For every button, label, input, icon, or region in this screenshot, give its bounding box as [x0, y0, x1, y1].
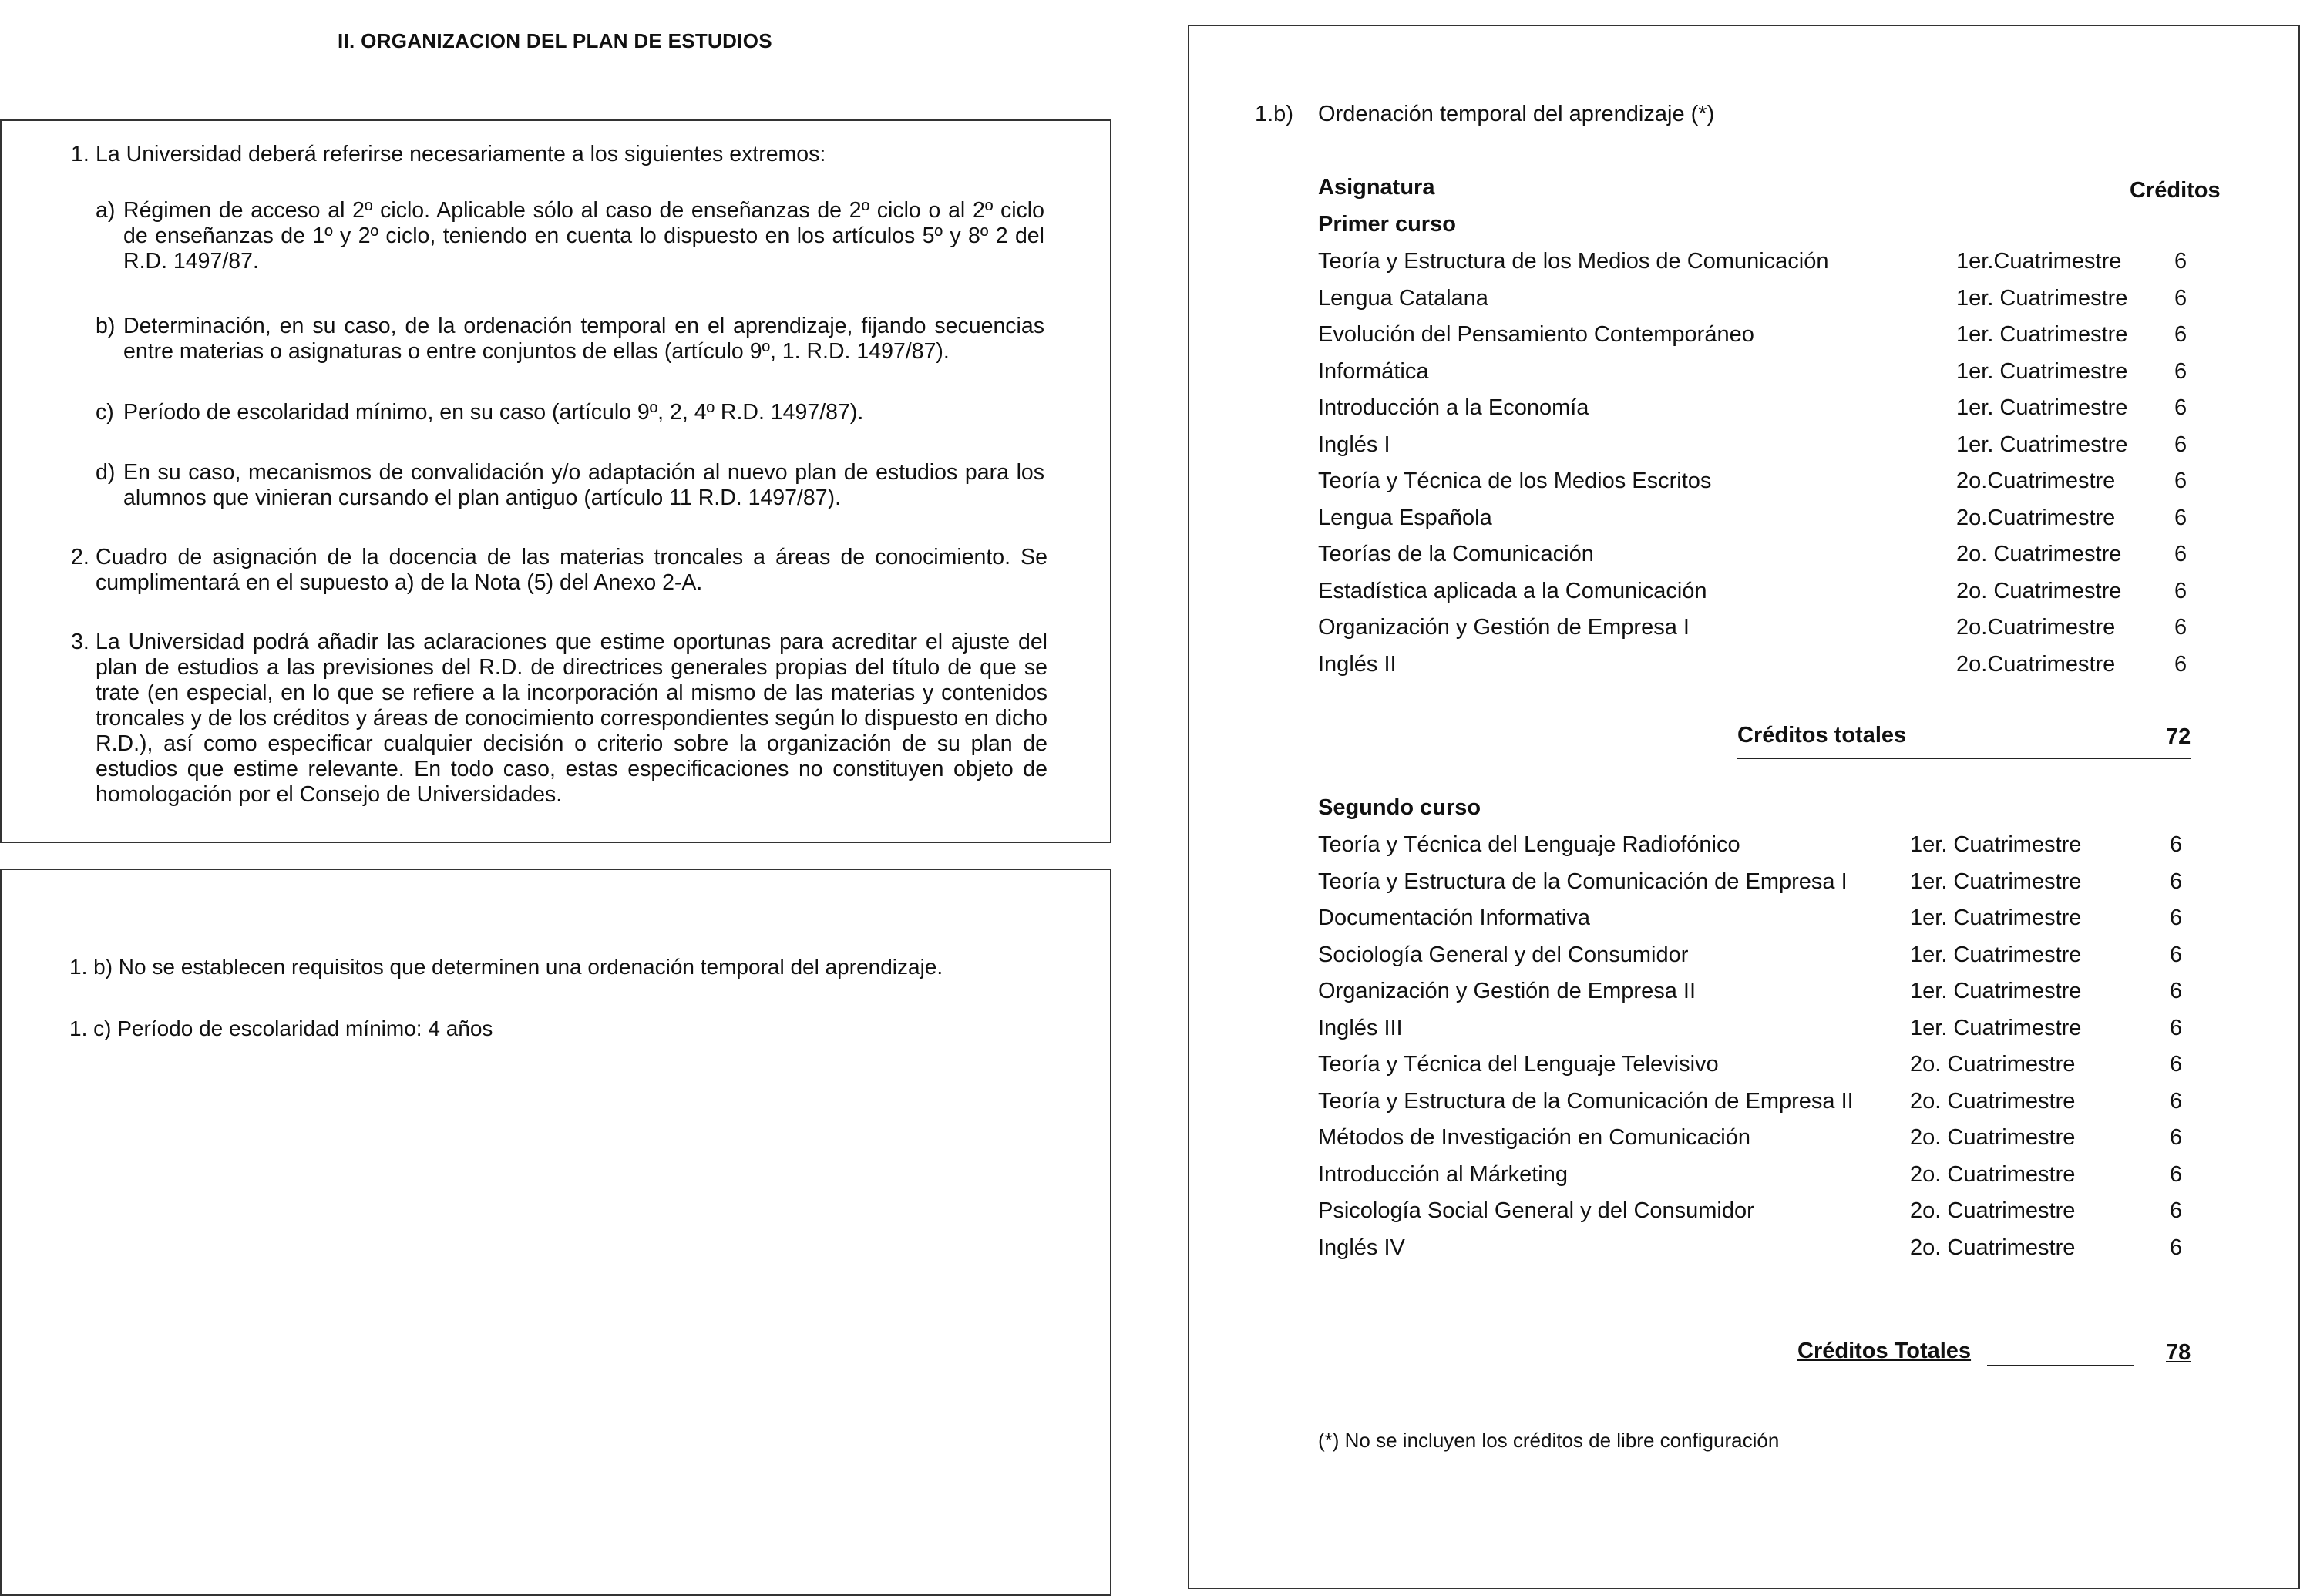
- term-cell: 2o.Cuatrimestre: [1956, 651, 2116, 677]
- credits-cell: 6: [2174, 578, 2187, 603]
- subject-cell: Organización y Gestión de Empresa I: [1318, 615, 1690, 640]
- second-year-heading: Segundo curso: [1318, 795, 1481, 820]
- subject-cell: Teoría y Estructura de la Comunicación de Empresa I: [1318, 869, 1848, 894]
- term-cell: 1er. Cuatrimestre: [1956, 432, 2128, 457]
- subject-cell: Teorías de la Comunicación: [1318, 542, 1594, 566]
- credits-cell: 6: [2174, 651, 2187, 677]
- item-letter: a): [96, 198, 116, 223]
- term-cell: 1er. Cuatrimestre: [1956, 322, 2128, 347]
- credits-cell: 6: [2170, 832, 2183, 857]
- credits-cell: 6: [2174, 285, 2187, 311]
- subject-cell: Lengua Catalana: [1318, 285, 1488, 311]
- credits-cell: 6: [2170, 1015, 2183, 1040]
- item-text: La Universidad podrá añadir las aclaraciones que estime oportunas para acreditar el ajuste del plan de estudios a las previsiones del R.D. de directrices generales propias del título de que se trate (en especial, en lo que se refiere a la incorporación al mismo de las materias y contenidos troncales y de los créditos y áreas de conocimiento correspondientes según lo dispuesto en dicho R.D.), así como especificar cualquier decisión o criterio sobre la organización de su plan de estudios que estime relevante. En todo caso, estas especificaciones no constituyen objeto de homologación por el Consejo de Universidades.: [96, 630, 1047, 807]
- subject-cell: Estadística aplicada a la Comunicación: [1318, 578, 1707, 603]
- subject-cell: Documentación Informativa: [1318, 906, 1590, 930]
- left-page-title: II. ORGANIZACION DEL PLAN DE ESTUDIOS: [338, 29, 772, 52]
- term-cell: 1er. Cuatrimestre: [1910, 869, 2082, 894]
- subject-cell: Psicología Social General y del Consumidor: [1318, 1198, 1754, 1223]
- item-text: Período de escolaridad mínimo, en su caso (artículo 9º, 2, 4º R.D. 1497/87).: [123, 400, 864, 425]
- item-letter: c): [96, 400, 114, 425]
- item-letter: b): [96, 314, 116, 338]
- credits-cell: 6: [2174, 358, 2187, 384]
- credits-cell: 6: [2174, 249, 2187, 274]
- item-number: 2.: [71, 545, 89, 570]
- subject-cell: Introducción a la Economía: [1318, 395, 1589, 420]
- second-year-total-label: Créditos Totales: [1797, 1339, 1972, 1363]
- credits-cell: 6: [2170, 1088, 2183, 1114]
- subject-cell: Inglés I: [1318, 432, 1390, 457]
- term-cell: 2o.Cuatrimestre: [1956, 505, 2116, 530]
- term-cell: 1er. Cuatrimestre: [1910, 906, 2082, 930]
- credits-cell: 6: [2174, 542, 2187, 566]
- ordering-page: [1188, 25, 2300, 1589]
- item-text: Determinación, en su caso, de la ordenación temporal en el aprendizaje, fijando secuencias entre materias o asignaturas o entre conjuntos de ellas (artículo 9º, 1. R.D. 1497/87).: [123, 314, 1044, 364]
- subject-cell: Inglés II: [1318, 651, 1397, 677]
- term-cell: 2o. Cuatrimestre: [1910, 1052, 2076, 1077]
- instructions-box: [0, 119, 1111, 843]
- credits-cell: 6: [2170, 942, 2183, 967]
- second-year-total-rule: [1987, 1365, 2134, 1366]
- credits-cell: 6: [2170, 906, 2183, 930]
- term-cell: 1er. Cuatrimestre: [1910, 1015, 2082, 1040]
- section-title: Ordenación temporal del aprendizaje (*): [1318, 102, 1715, 126]
- credits-cell: 6: [2170, 1161, 2183, 1187]
- credits-cell: 6: [2174, 469, 2187, 493]
- term-cell: 2o. Cuatrimestre: [1910, 1161, 2076, 1187]
- credits-cell: 6: [2174, 505, 2187, 530]
- term-cell: 2o. Cuatrimestre: [1910, 1125, 2076, 1150]
- term-cell: 1er. Cuatrimestre: [1956, 395, 2128, 420]
- subject-cell: Inglés III: [1318, 1015, 1403, 1040]
- item-text: Régimen de acceso al 2º ciclo. Aplicable sólo al caso de enseñanzas de 2º ciclo o al 2º ciclo de enseñanzas de 1º y 2º ciclo, teniendo en cuenta lo dispuesto en los artículos 5º y 8º 2 del R.D. 1497/87.: [123, 198, 1044, 274]
- item-text: La Universidad deberá referirse necesariamente a los siguientes extremos:: [96, 142, 826, 166]
- credits-cell: 6: [2170, 1198, 2183, 1223]
- subject-cell: Organización y Gestión de Empresa II: [1318, 979, 1696, 1003]
- subject-cell: Teoría y Estructura de los Medios de Comunicación: [1318, 249, 1829, 274]
- term-cell: 1er. Cuatrimestre: [1956, 358, 2128, 384]
- credits-cell: 6: [2170, 1052, 2183, 1077]
- subject-cell: Lengua Española: [1318, 505, 1492, 530]
- column-credits-header: Créditos: [2130, 178, 2221, 203]
- term-cell: 2o. Cuatrimestre: [1910, 1235, 2076, 1260]
- term-cell: 2o. Cuatrimestre: [1956, 578, 2122, 603]
- term-cell: 2o. Cuatrimestre: [1956, 542, 2122, 566]
- subject-cell: Evolución del Pensamiento Contemporáneo: [1318, 322, 1754, 347]
- subject-cell: Sociología General y del Consumidor: [1318, 942, 1689, 967]
- subject-cell: Teoría y Técnica del Lenguaje Televisivo: [1318, 1052, 1719, 1077]
- subject-cell: Teoría y Técnica de los Medios Escritos: [1318, 469, 1712, 493]
- term-cell: 1er. Cuatrimestre: [1910, 832, 2082, 857]
- term-cell: 2o.Cuatrimestre: [1956, 469, 2116, 493]
- credits-cell: 6: [2174, 432, 2187, 457]
- credits-cell: 6: [2174, 395, 2187, 420]
- item-text: Cuadro de asignación de la docencia de las materias troncales a áreas de conocimiento. Se cumplimentará en el supuesto a) de la Nota (5) del Anexo 2-A.: [96, 545, 1047, 595]
- item-number: 1.: [71, 142, 89, 166]
- credits-cell: 6: [2170, 979, 2183, 1003]
- item-letter: d): [96, 460, 116, 485]
- footnote: (*) No se incluyen los créditos de libre configuración: [1318, 1429, 1780, 1452]
- subject-cell: Teoría y Técnica del Lenguaje Radiofónico: [1318, 832, 1740, 857]
- first-year-total-rule: [1737, 758, 2191, 759]
- first-year-heading: Primer curso: [1318, 212, 1456, 237]
- section-number: 1.b): [1255, 102, 1293, 126]
- subject-cell: Teoría y Estructura de la Comunicación de Empresa II: [1318, 1088, 1854, 1114]
- credits-cell: 6: [2174, 322, 2187, 347]
- subject-cell: Inglés IV: [1318, 1235, 1405, 1260]
- second-year-total-value: 78: [2166, 1340, 2191, 1365]
- credits-cell: 6: [2174, 615, 2187, 640]
- item-text: En su caso, mecanismos de convalidación y/o adaptación al nuevo plan de estudios para los alumnos que vinieran cursando el plan antiguo (artículo 11 R.D. 1497/87).: [123, 460, 1044, 510]
- subject-cell: Informática: [1318, 358, 1429, 384]
- subject-cell: Métodos de Investigación en Comunicación: [1318, 1125, 1750, 1150]
- item-number: 3.: [71, 630, 89, 654]
- term-cell: 2o. Cuatrimestre: [1910, 1198, 2076, 1223]
- credits-cell: 6: [2170, 1125, 2183, 1150]
- term-cell: 2o. Cuatrimestre: [1910, 1088, 2076, 1114]
- credits-cell: 6: [2170, 869, 2183, 894]
- term-cell: 2o.Cuatrimestre: [1956, 615, 2116, 640]
- term-cell: 1er. Cuatrimestre: [1956, 285, 2128, 311]
- term-cell: 1er. Cuatrimestre: [1910, 979, 2082, 1003]
- term-cell: 1er.Cuatrimestre: [1956, 249, 2122, 274]
- subject-cell: Introducción al Márketing: [1318, 1161, 1568, 1187]
- term-cell: 1er. Cuatrimestre: [1910, 942, 2082, 967]
- note-ordering: 1. b) No se establecen requisitos que determinen una ordenación temporal del aprendizaje.: [69, 955, 943, 979]
- first-year-total-label: Créditos totales: [1737, 723, 1907, 748]
- note-min-period: 1. c) Período de escolaridad mínimo: 4 años: [69, 1016, 493, 1040]
- credits-cell: 6: [2170, 1235, 2183, 1260]
- column-subject-header: Asignatura: [1318, 175, 1435, 200]
- first-year-total-value: 72: [2166, 724, 2191, 749]
- plan-notes-box: [0, 869, 1111, 1596]
